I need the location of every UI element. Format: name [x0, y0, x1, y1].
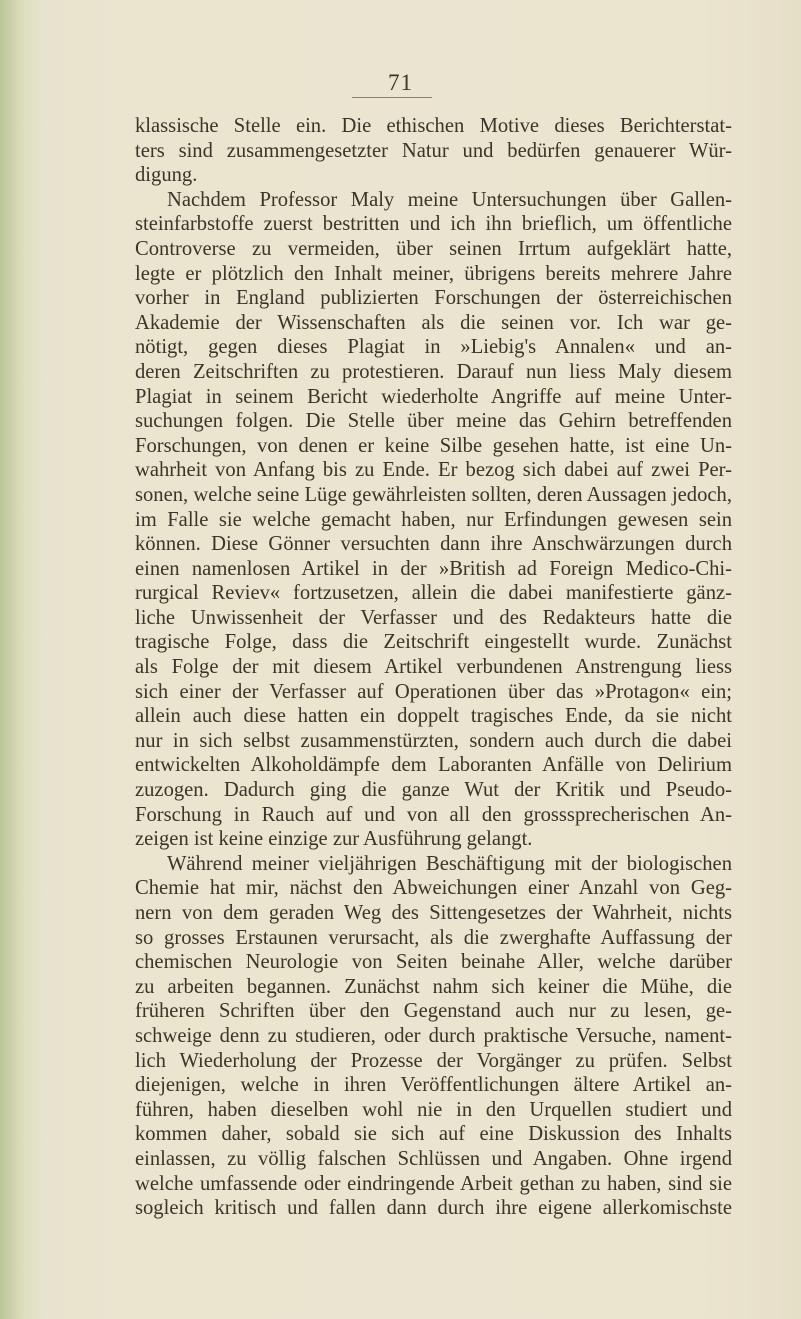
- text-line: schweige denn zu studieren, oder durch praktische Versuche, nament-: [135, 1024, 732, 1047]
- text-line: Während meiner vieljährigen Beschäftigung mit der biologischen: [167, 852, 732, 875]
- text-line: vorher in England publizierten Forschungen der österreichischen: [135, 287, 732, 310]
- text-line: ters sind zusammengesetzter Natur und bedürfen genauerer Wür-: [135, 139, 732, 162]
- binding-shadow: [0, 0, 40, 1319]
- text-line: nern von dem geraden Weg des Sittengesetzes der Wahrheit, nichts: [135, 902, 732, 924]
- text-line: sogleich kritisch und fallen dann durch ihre eigene allerkomischste: [135, 1197, 732, 1220]
- text-line: Forschungen, von denen er keine Silbe gesehen hatte, ist eine Un-: [135, 434, 732, 457]
- text-line: deren Zeitschriften zu protestieren. Darauf nun liess Maly diesem: [135, 360, 732, 383]
- text-line: zuzogen. Dadurch ging die ganze Wut der Kritik und Pseudo-: [135, 779, 732, 802]
- text-line: nur in sich selbst zusammenstürzten, sondern auch durch die dabei: [135, 729, 732, 752]
- text-line: welche umfassende oder eindringende Arbeit gethan zu haben, sind sie: [135, 1172, 732, 1195]
- text-line: im Falle sie welche gemacht haben, nur Erfindungen gewesen sein: [135, 508, 732, 531]
- text-line: Nachdem Professor Maly meine Untersuchungen über Gallen-: [167, 188, 732, 211]
- text-line: liche Unwissenheit der Verfasser und des Redakteurs hatte die: [135, 606, 732, 629]
- text-line: kommen daher, sobald sie sich auf eine Diskussion des Inhalts: [135, 1123, 732, 1146]
- text-line: Akademie der Wissenschaften als die seinen vor. Ich war ge-: [135, 311, 732, 334]
- text-line: lich Wiederholung der Prozesse der Vorgänger zu prüfen. Selbst: [135, 1049, 732, 1072]
- text-line: früheren Schriften über den Gegenstand auch nur zu lesen, ge-: [135, 1000, 732, 1023]
- text-line: wahrheit von Anfang bis zu Ende. Er bezog sich dabei auf zwei Per-: [135, 459, 732, 482]
- text-line: nötigt, gegen dieses Plagiat in »Liebig's Annalen« und an-: [135, 336, 732, 359]
- text-line: sich einer der Verfasser auf Operationen über das »Protagon« ein;: [135, 680, 732, 703]
- text-line: suchungen folgen. Die Stelle über meine das Gehirn betreffenden: [135, 410, 732, 433]
- text-line: allein auch diese hatten ein doppelt tragisches Ende, da sie nicht: [135, 705, 732, 728]
- text-line: als Folge der mit diesem Artikel verbundenen Anstrengung liess: [135, 656, 732, 679]
- text-line: Chemie hat mir, nächst den Abweichungen einer Anzahl von Geg-: [135, 877, 732, 900]
- page-number: 71: [388, 70, 413, 95]
- text-line: legte er plötzlich den Inhalt meiner, übrigens bereits mehrere Jahre: [135, 262, 732, 285]
- text-line: Controverse zu vermeiden, über seinen Irrtum aufgeklärt hatte,: [135, 237, 732, 260]
- text-line: können. Diese Gönner versuchten dann ihre Anschwärzungen durch: [135, 533, 732, 556]
- text-line: entwickelten Alkoholdämpfe dem Laboranten Anfälle von Delirium: [135, 754, 732, 777]
- text-line: zeigen ist keine einzige zur Ausführung gelangt.: [135, 828, 533, 851]
- text-line: Plagiat in seinem Bericht wiederholte Angriffe auf meine Unter-: [135, 385, 732, 408]
- text-line: einlassen, zu völlig falschen Schlüssen und Angaben. Ohne irgend: [135, 1147, 732, 1170]
- text-line: einen namenlosen Artikel in der »British ad Foreign Medico-Chi-: [135, 557, 732, 580]
- text-line: rurgical Reviev« fortzusetzen, allein die dabei manifestierte gänz-: [135, 582, 732, 605]
- text-line: Forschung in Rauch auf und von all den grosssprecherischen An-: [135, 803, 732, 826]
- text-line: chemischen Neurologie von Seiten beinahe Aller, welche darüber: [135, 951, 732, 974]
- text-line: klassische Stelle ein. Die ethischen Motive dieses Berichterstat-: [135, 115, 732, 137]
- text-line: tragische Folge, dass die Zeitschrift eingestellt wurde. Zunächst: [135, 631, 732, 654]
- text-line: steinfarbstoffe zuerst bestritten und ich ihn brieflich, um öffentliche: [135, 213, 732, 236]
- text-line: diejenigen, welche in ihren Veröffentlichungen ältere Artikel an-: [135, 1074, 732, 1097]
- text-line: so grosses Erstaunen verursacht, als die zwerghafte Auffassung der: [135, 926, 732, 949]
- text-line: führen, haben dieselben wohl nie in den Urquellen studiert und: [135, 1098, 732, 1121]
- text-line: digung.: [135, 164, 198, 187]
- text-line: zu arbeiten begannen. Zunächst nahm sich keiner die Mühe, die: [135, 975, 732, 998]
- page-number-underline: [352, 97, 432, 98]
- body-text: [135, 114, 732, 1221]
- text-line: sonen, welche seine Lüge gewährleisten sollten, deren Aussagen jedoch,: [135, 483, 732, 506]
